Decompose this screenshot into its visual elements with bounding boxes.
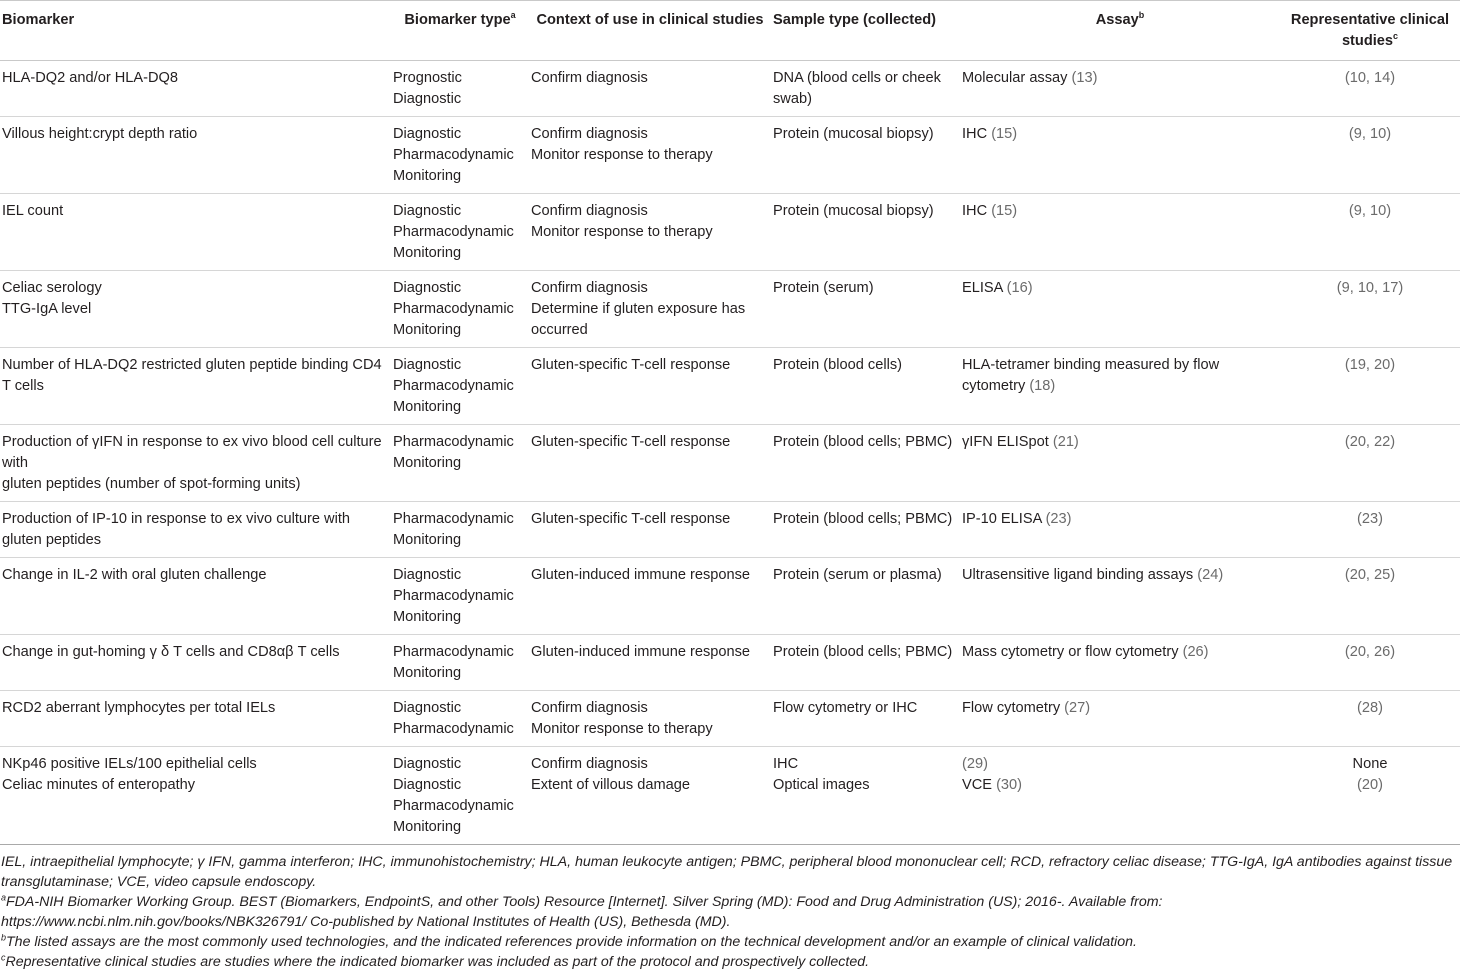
table-footnotes: [0, 845, 1460, 972]
studies-line: (19, 20): [1344, 357, 1396, 373]
footnote-abbreviations: IEL, intraepithelial lymphocyte; γ IFN, gamma interferon; IHC, immunohistochemistry; HLA, human leukocyte antigen; PBMC, peripheral blood mononuclear cell; RCD, refractory celiac disease; TTG-IgA, IgA antibodies against tissue transglutaminase; VCE, video capsule endoscopy.: [1, 854, 1453, 890]
cell-biomarker: [0, 194, 391, 271]
biomarker-type-line: Pharmacodynamic: [393, 511, 514, 527]
assay-line: [962, 565, 1278, 586]
cell-assay: [960, 117, 1280, 194]
biomarker-line: Celiac minutes of enteropathy: [2, 777, 196, 793]
cell-sample-type: [771, 117, 960, 194]
cell-clinical-studies: [1280, 558, 1460, 635]
studies-line: (9, 10): [1348, 203, 1392, 219]
biomarker-type-line: Pharmacodynamic: [393, 147, 514, 163]
biomarker-type-line: Diagnostic: [393, 203, 462, 219]
context-line: Monitor response to therapy: [531, 147, 713, 163]
biomarker-type-line: Diagnostic: [393, 126, 462, 142]
biomarker-type-line: Monitoring: [393, 609, 462, 625]
biomarker-line: Number of HLA-DQ2 restricted gluten peptide binding CD4 T cells: [2, 357, 382, 394]
assay-ref: (26): [1182, 644, 1209, 660]
cell-biomarker-type: [391, 271, 529, 348]
header-context-of-use: Context of use in clinical studies: [529, 1, 771, 61]
biomarker-line: Celiac serology: [2, 280, 102, 296]
table-row: [0, 117, 1460, 194]
assay-ref: (21): [1052, 434, 1079, 450]
biomarker-type-line: Pharmacodynamic: [393, 301, 514, 317]
studies-line: (20, 25): [1344, 567, 1396, 583]
cell-context: [529, 117, 771, 194]
cell-context: [529, 348, 771, 425]
assay-line: [962, 355, 1278, 397]
biomarker-type-line: Prognostic: [393, 70, 462, 86]
table-row: [0, 61, 1460, 117]
cell-clinical-studies: [1280, 271, 1460, 348]
assay-line: [962, 278, 1278, 299]
footnote-b: $^b$The listed assays are the most commonly used technologies, and the indicated references provide information on the technical development and/or an example of clinical validation.: [1, 932, 1137, 950]
context-line: Confirm diagnosis: [531, 70, 648, 86]
biomarker-type-line: Diagnostic: [393, 280, 462, 296]
assay-text: IHC: [962, 203, 992, 219]
biomarker-type-line: Pharmacodynamic: [393, 721, 514, 737]
table-body: [0, 61, 1460, 845]
cell-biomarker-type: [391, 194, 529, 271]
biomarker-type-line: Monitoring: [393, 322, 462, 338]
sample-type-line: IHC: [773, 756, 799, 772]
cell-assay: [960, 558, 1280, 635]
cell-assay: [960, 425, 1280, 502]
cell-assay: [960, 271, 1280, 348]
biomarker-type-line: Diagnostic: [393, 567, 462, 583]
biomarker-type-line: Diagnostic: [393, 91, 462, 107]
biomarker-type-line: Monitoring: [393, 665, 462, 681]
header-clinical-studies: Representative clinical studies$^c$: [1280, 1, 1460, 61]
biomarker-type-line: Monitoring: [393, 168, 462, 184]
assay-ref: (23): [1045, 511, 1072, 527]
biomarker-type-line: Pharmacodynamic: [393, 378, 514, 394]
assay-text: VCE: [962, 777, 997, 793]
sample-type-line: Protein (blood cells): [773, 357, 902, 373]
context-line: Gluten-specific T-cell response: [531, 511, 731, 527]
cell-biomarker-type: [391, 635, 529, 691]
context-line: Confirm diagnosis: [531, 280, 648, 296]
biomarker-type-line: Pharmacodynamic: [393, 434, 514, 450]
cell-sample-type: [771, 558, 960, 635]
sample-type-line: Protein (blood cells; PBMC): [773, 511, 953, 527]
biomarker-line: Change in gut-homing γ δ T cells and CD8αβ T cells: [2, 644, 340, 660]
biomarker-line: NKp46 positive IELs/100 epithelial cells: [2, 756, 257, 772]
sample-type-line: Optical images: [773, 777, 870, 793]
assay-ref: (18): [1029, 378, 1056, 394]
header-assay: Assay$^b$: [960, 1, 1280, 61]
assay-text: HLA-tetramer binding measured by flow cytometry: [962, 357, 1220, 394]
biomarker-type-line: Diagnostic: [393, 777, 462, 793]
biomarker-line: HLA-DQ2 and/or HLA-DQ8: [2, 70, 179, 86]
cell-context: [529, 691, 771, 747]
cell-biomarker: [0, 635, 391, 691]
assay-text: IHC: [962, 126, 992, 142]
biomarker-type-line: Diagnostic: [393, 756, 462, 772]
assay-ref: (27): [1064, 700, 1091, 716]
assay-line: [962, 432, 1278, 453]
cell-clinical-studies: [1280, 502, 1460, 558]
cell-clinical-studies: [1280, 691, 1460, 747]
cell-context: [529, 271, 771, 348]
sample-type-line: Protein (serum): [773, 280, 874, 296]
table-row: [0, 502, 1460, 558]
biomarker-line: gluten peptides (number of spot-forming units): [2, 476, 301, 492]
assay-line: [962, 509, 1278, 530]
cell-sample-type: [771, 61, 960, 117]
biomarker-type-line: Monitoring: [393, 399, 462, 415]
cell-context: [529, 558, 771, 635]
cell-clinical-studies: [1280, 425, 1460, 502]
assay-text: Mass cytometry or flow cytometry: [962, 644, 1183, 660]
cell-clinical-studies: [1280, 348, 1460, 425]
cell-assay: [960, 502, 1280, 558]
assay-ref: (15): [991, 126, 1018, 142]
cell-sample-type: [771, 194, 960, 271]
cell-sample-type: [771, 747, 960, 845]
footnote-c: $^c$Representative clinical studies are studies where the indicated biomarker was included as part of the protocol and prospectively collected.: [1, 952, 870, 970]
cell-assay: [960, 348, 1280, 425]
context-line: Gluten-specific T-cell response: [531, 357, 731, 373]
context-line: Confirm diagnosis: [531, 700, 648, 716]
assay-text: γIFN ELISpot: [962, 434, 1053, 450]
cell-biomarker-type: [391, 747, 529, 845]
sample-type-line: Protein (mucosal biopsy): [773, 203, 934, 219]
table-row: [0, 348, 1460, 425]
assay-text: ELISA: [962, 280, 1007, 296]
cell-sample-type: [771, 502, 960, 558]
assay-text: Molecular assay: [962, 70, 1072, 86]
cell-biomarker: [0, 558, 391, 635]
biomarker-line: Villous height:crypt depth ratio: [2, 126, 198, 142]
assay-text: Ultrasensitive ligand binding assays: [962, 567, 1198, 583]
assay-ref: (16): [1006, 280, 1033, 296]
cell-assay: [960, 194, 1280, 271]
biomarker-type-line: Monitoring: [393, 455, 462, 471]
cell-biomarker: [0, 747, 391, 845]
assay-line: [962, 68, 1278, 89]
cell-sample-type: [771, 691, 960, 747]
assay-line: [962, 775, 1278, 796]
cell-biomarker-type: [391, 502, 529, 558]
sample-type-line: Protein (blood cells; PBMC): [773, 644, 953, 660]
cell-biomarker-type: [391, 117, 529, 194]
cell-biomarker: [0, 502, 391, 558]
cell-context: [529, 425, 771, 502]
cell-biomarker-type: [391, 425, 529, 502]
studies-line: (20, 26): [1344, 644, 1396, 660]
table-row: [0, 271, 1460, 348]
cell-biomarker-type: [391, 691, 529, 747]
biomarker-type-line: Pharmacodynamic: [393, 644, 514, 660]
footnote-a: $^a$FDA-NIH Biomarker Working Group. BEST (Biomarkers, EndpointS, and other Tools) Resource [Internet]. Silver Spring (MD): Food and Drug Administration (US); 2016-. Available from: https://www.ncbi.nlm.nih.gov/books/NBK326791/ Co-published by National Institutes of Health (US), Bethesda (MD).: [1, 892, 1163, 930]
studies-line: (20, 22): [1344, 434, 1396, 450]
sample-type-line: Protein (mucosal biopsy): [773, 126, 934, 142]
context-line: Monitor response to therapy: [531, 721, 713, 737]
cell-biomarker: [0, 61, 391, 117]
studies-line: (10, 14): [1344, 70, 1396, 86]
biomarker-line: IEL count: [2, 203, 64, 219]
biomarker-type-line: Diagnostic: [393, 357, 462, 373]
context-line: Determine if gluten exposure has occurred: [531, 301, 746, 338]
assay-line: [962, 754, 1278, 775]
cell-clinical-studies: [1280, 747, 1460, 845]
cell-biomarker-type: [391, 348, 529, 425]
assay-text: IP-10 ELISA: [962, 511, 1046, 527]
cell-assay: [960, 635, 1280, 691]
assay-line: [962, 698, 1278, 719]
cell-biomarker: [0, 348, 391, 425]
context-line: Confirm diagnosis: [531, 756, 648, 772]
header-biomarker: Biomarker: [0, 1, 391, 61]
table-row: [0, 558, 1460, 635]
cell-context: [529, 194, 771, 271]
context-line: Gluten-induced immune response: [531, 567, 751, 583]
studies-line: (9, 10): [1348, 126, 1392, 142]
cell-biomarker: [0, 271, 391, 348]
cell-biomarker-type: [391, 558, 529, 635]
assay-line: [962, 124, 1278, 145]
cell-clinical-studies: [1280, 194, 1460, 271]
assay-text: Flow cytometry: [962, 700, 1065, 716]
cell-clinical-studies: [1280, 61, 1460, 117]
biomarker-type-line: Pharmacodynamic: [393, 588, 514, 604]
studies-line: None: [1352, 756, 1388, 772]
cell-biomarker: [0, 117, 391, 194]
assay-line: [962, 642, 1278, 663]
context-line: Confirm diagnosis: [531, 203, 648, 219]
table-header-row: [0, 1, 1460, 61]
biomarker-type-line: Monitoring: [393, 819, 462, 835]
biomarker-line: Change in IL-2 with oral gluten challenge: [2, 567, 267, 583]
table-row: [0, 747, 1460, 845]
cell-assay: [960, 691, 1280, 747]
cell-assay: [960, 61, 1280, 117]
biomarker-line: Production of IP-10 in response to ex vivo culture with gluten peptides: [2, 511, 350, 548]
header-biomarker-type: Biomarker type$^a$: [391, 1, 529, 61]
assay-ref: (29): [962, 756, 988, 772]
assay-ref: (13): [1071, 70, 1098, 86]
context-line: Gluten-induced immune response: [531, 644, 751, 660]
context-line: Extent of villous damage: [531, 777, 690, 793]
table-row: [0, 425, 1460, 502]
cell-context: [529, 747, 771, 845]
cell-clinical-studies: [1280, 117, 1460, 194]
cell-context: [529, 61, 771, 117]
biomarker-type-line: Monitoring: [393, 245, 462, 261]
cell-context: [529, 635, 771, 691]
table-row: [0, 635, 1460, 691]
context-line: Gluten-specific T-cell response: [531, 434, 731, 450]
biomarker-line: Production of γIFN in response to ex vivo blood cell culture with: [2, 434, 382, 471]
cell-context: [529, 502, 771, 558]
cell-biomarker: [0, 425, 391, 502]
context-line: Monitor response to therapy: [531, 224, 713, 240]
sample-type-line: DNA (blood cells or cheek swab): [773, 70, 941, 107]
biomarker-type-line: Pharmacodynamic: [393, 798, 514, 814]
sample-type-line: Protein (blood cells; PBMC): [773, 434, 953, 450]
assay-ref: (24): [1197, 567, 1224, 583]
table-row: [0, 194, 1460, 271]
cell-clinical-studies: [1280, 635, 1460, 691]
studies-line: (23): [1357, 511, 1383, 527]
table-row: [0, 691, 1460, 747]
cell-biomarker: [0, 691, 391, 747]
assay-ref: (30): [996, 777, 1023, 793]
sample-type-line: Protein (serum or plasma): [773, 567, 942, 583]
sample-type-line: Flow cytometry or IHC: [773, 700, 918, 716]
biomarker-line: TTG-IgA level: [2, 301, 92, 317]
cell-sample-type: [771, 348, 960, 425]
cell-sample-type: [771, 425, 960, 502]
studies-line: (9, 10, 17): [1336, 280, 1404, 296]
cell-sample-type: [771, 271, 960, 348]
assay-line: [962, 201, 1278, 222]
studies-line: (20): [1357, 777, 1383, 793]
context-line: Confirm diagnosis: [531, 126, 648, 142]
header-sample-type: Sample type (collected): [771, 1, 960, 61]
biomarker-line: RCD2 aberrant lymphocytes per total IELs: [2, 700, 276, 716]
studies-line: (28): [1357, 700, 1383, 716]
biomarker-type-line: Monitoring: [393, 532, 462, 548]
biomarker-type-line: Diagnostic: [393, 700, 462, 716]
cell-assay: [960, 747, 1280, 845]
assay-ref: (15): [991, 203, 1018, 219]
biomarker-type-line: Pharmacodynamic: [393, 224, 514, 240]
cell-biomarker-type: [391, 61, 529, 117]
cell-sample-type: [771, 635, 960, 691]
